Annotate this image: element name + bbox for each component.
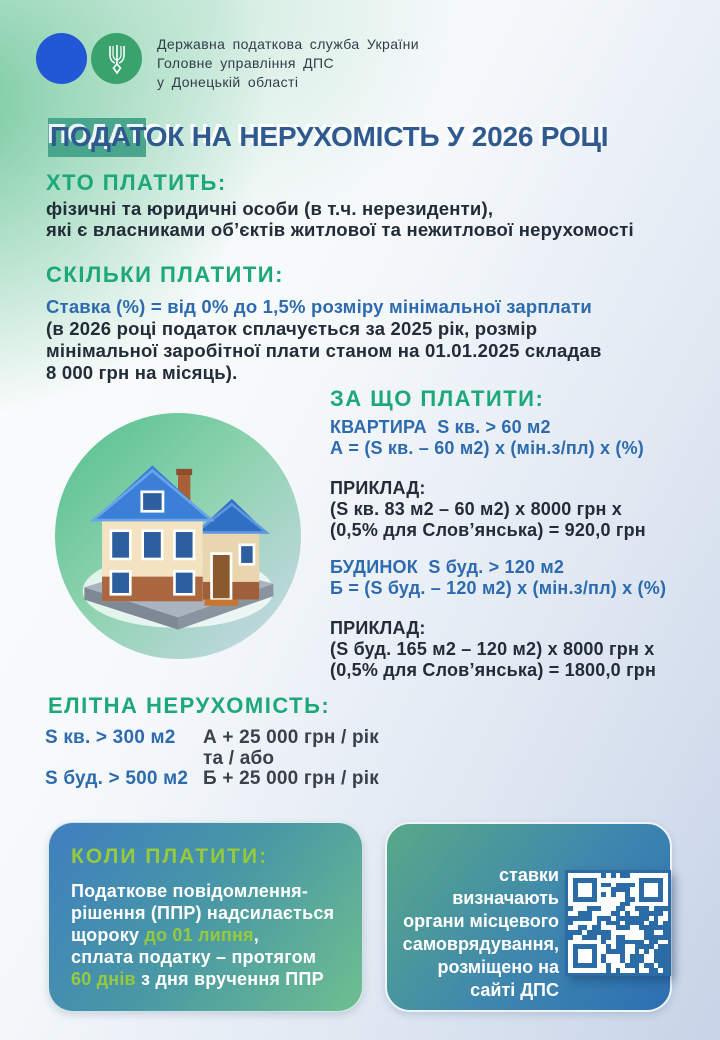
when-line-2: рішення (ППР) надсилається xyxy=(71,903,335,923)
apartment-formula: А = (S кв. – 60 м2) х (мін.з/пл) х (%) xyxy=(330,438,644,458)
house-illustration xyxy=(72,436,284,636)
rates-line-6: сайті ДПС xyxy=(470,980,559,1000)
for-what-heading: ЗА ЩО ПЛАТИТИ: xyxy=(330,386,545,411)
when-line-4: сплата податку – протягом xyxy=(71,947,317,967)
who-line-2: які є власниками об’єктів житлової та нежитлової нерухомості xyxy=(46,219,634,240)
when-body xyxy=(71,880,344,990)
when-days-highlight: 60 днів xyxy=(71,969,136,989)
org-line-3: у Донецькій області xyxy=(157,74,299,90)
house-example-2: (0,5% для Слов’янська) = 1800,0 грн xyxy=(330,660,657,680)
when-line-3a: щороку xyxy=(71,925,145,945)
logo-circle-blue xyxy=(36,33,87,84)
how-much-heading: СКІЛЬКИ ПЛАТИТИ: xyxy=(46,262,284,287)
elite-heading: ЕЛІТНА НЕРУХОМІСТЬ: xyxy=(48,693,331,718)
house-circle xyxy=(55,413,301,659)
when-line-3c: , xyxy=(253,925,259,945)
elite-row1-condition: S кв. > 300 м2 xyxy=(45,727,176,748)
rates-text xyxy=(397,864,559,1002)
rate-line: Ставка (%) = від 0% до 1,5% розміру мінімальної зарплати xyxy=(46,296,592,317)
elite-connector: та / або xyxy=(203,748,275,769)
rates-line-2: визначають xyxy=(452,888,559,908)
trident-icon xyxy=(105,43,129,75)
who-line-1: фізичні та юридичні особи (в т.ч. нерезиденти), xyxy=(46,198,494,219)
logo-circle-green xyxy=(91,33,142,84)
apartment-example-label: ПРИКЛАД: xyxy=(330,478,426,498)
apartment-example-1: (S кв. 83 м2 – 60 м2) х 8000 грн х xyxy=(330,499,623,519)
elite-row1-value: А + 25 000 грн / рік xyxy=(203,727,379,748)
rates-line-1: ставки xyxy=(499,865,559,885)
when-line-1: Податкове повідомлення- xyxy=(71,881,309,901)
apartment-title: КВАРТИРА S кв. > 60 м2 xyxy=(330,417,551,437)
who-heading: ХТО ПЛАТИТЬ: xyxy=(46,170,227,195)
when-line-5b: з дня вручення ППР xyxy=(135,969,324,989)
house-formula: Б = (S буд. – 120 м2) х (мін.з/пл) х (%) xyxy=(330,578,667,598)
house-example-1: (S буд. 165 м2 – 120 м2) х 8000 грн х xyxy=(330,639,655,659)
org-line-2: Головне управління ДПС xyxy=(157,55,335,71)
logo xyxy=(36,33,142,84)
header xyxy=(36,33,419,92)
house-example-label: ПРИКЛАД: xyxy=(330,618,426,638)
rate-note-1: (в 2026 році податок сплачується за 2025 рік, розмір xyxy=(46,318,538,339)
elite-row2-condition: S буд. > 500 м2 xyxy=(45,768,189,789)
apartment-example-2: (0,5% для Слов’янська) = 920,0 грн xyxy=(330,520,646,540)
rates-info-card xyxy=(385,822,672,1012)
rates-line-5: розміщено на xyxy=(437,957,559,977)
when-to-pay-card xyxy=(48,822,363,1012)
when-deadline-highlight: до 01 липня xyxy=(144,925,254,945)
qr-code xyxy=(565,870,671,976)
rates-line-4: самоврядування, xyxy=(402,934,559,954)
rates-line-3: органи місцевого xyxy=(403,911,559,931)
page-title: ПОДАТОК НА НЕРУХОМІСТЬ У 2026 РОЦІ xyxy=(50,121,609,152)
rate-note-2: мінімальної заробітної плати станом на 01.01.2025 складав xyxy=(46,340,602,361)
org-title xyxy=(157,33,419,92)
when-heading: КОЛИ ПЛАТИТИ: xyxy=(71,845,269,868)
elite-row2-value: Б + 25 000 грн / рік xyxy=(203,768,379,789)
rate-note-3: 8 000 грн на місяць). xyxy=(46,362,238,383)
org-line-1: Державна податкова служба України xyxy=(157,36,420,52)
house-title: БУДИНОК S буд. > 120 м2 xyxy=(330,557,565,577)
